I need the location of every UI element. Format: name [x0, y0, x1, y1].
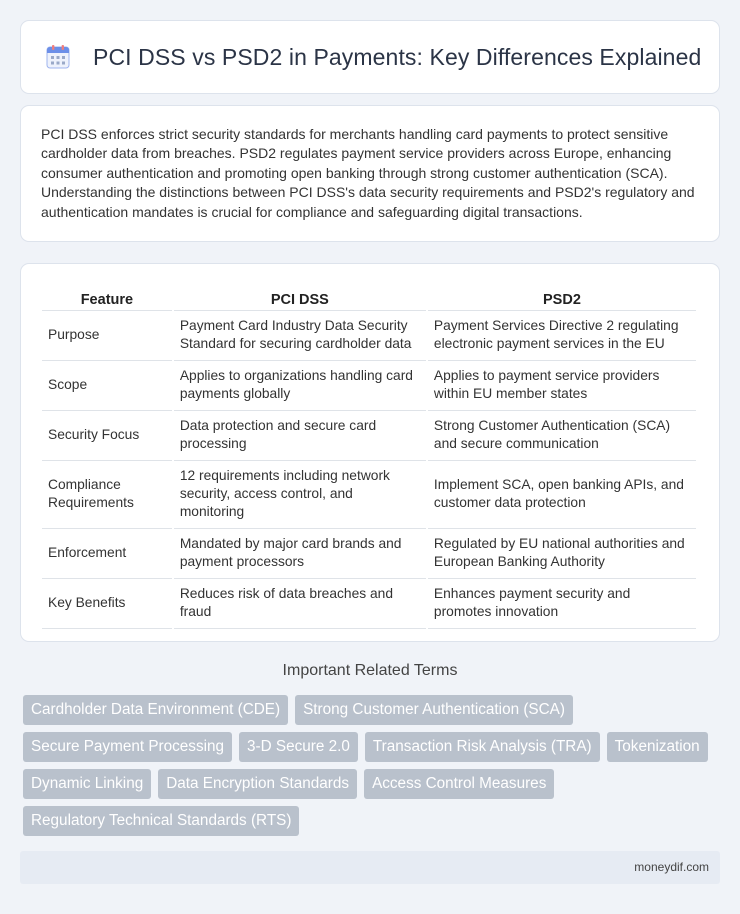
psd2-cell: Implement SCA, open banking APIs, and customer data protection	[428, 461, 696, 529]
title-card	[20, 20, 720, 94]
column-header-pci-dss: PCI DSS	[174, 283, 426, 311]
feature-cell: Scope	[42, 361, 172, 411]
feature-cell: Compliance Requirements	[42, 461, 172, 529]
related-term-tag[interactable]: 3-D Secure 2.0	[239, 732, 358, 762]
comparison-card	[20, 263, 720, 642]
related-term-tag[interactable]: Cardholder Data Environment (CDE)	[23, 695, 288, 725]
column-header-feature: Feature	[42, 283, 172, 311]
related-terms-heading: Important Related Terms	[282, 662, 458, 679]
related-term-tag[interactable]: Secure Payment Processing	[23, 732, 232, 762]
table-row	[42, 529, 696, 579]
psd2-cell: Payment Services Directive 2 regulating electronic payment services in the EU	[428, 311, 696, 361]
related-term-tag[interactable]: Tokenization	[607, 732, 708, 762]
table-row	[42, 361, 696, 411]
related-term-tag[interactable]: Strong Customer Authentication (SCA)	[295, 695, 573, 725]
table-row	[42, 461, 696, 529]
feature-cell: Key Benefits	[42, 579, 172, 629]
intro-paragraph: PCI DSS enforces strict security standards for merchants handling card payments to protect sensitive cardholder data from breaches. PSD2 regulates payment service providers across Europe, enhancing consumer authentication and promoting open banking through strong customer authentication (SCA). Understanding the distinctions between PCI DSS's data security requirements and PSD2's regulatory and authentication mandates is crucial for compliance and safeguarding digital transactions.	[41, 126, 695, 220]
feature-cell: Enforcement	[42, 529, 172, 579]
table-row	[42, 311, 696, 361]
psd2-cell: Strong Customer Authentication (SCA) and secure communication	[428, 411, 696, 461]
pci-dss-cell: Data protection and secure card processing	[174, 411, 426, 461]
column-header-psd2: PSD2	[428, 283, 696, 311]
related-term-tag[interactable]: Regulatory Technical Standards (RTS)	[23, 806, 299, 836]
footer-site-name: moneydif.com	[634, 860, 709, 874]
pci-dss-cell: Payment Card Industry Data Security Standard for securing cardholder data	[174, 311, 426, 361]
page-title: PCI DSS vs PSD2 in Payments: Key Differences Explained	[93, 43, 702, 70]
related-term-tag[interactable]: Dynamic Linking	[23, 769, 151, 799]
pci-dss-cell: Reduces risk of data breaches and fraud	[174, 579, 426, 629]
related-term-tag[interactable]: Transaction Risk Analysis (TRA)	[365, 732, 600, 762]
intro-card	[20, 105, 720, 242]
table-header-row	[42, 283, 696, 311]
related-term-tag[interactable]: Access Control Measures	[364, 769, 554, 799]
feature-cell: Purpose	[42, 311, 172, 361]
feature-cell: Security Focus	[42, 411, 172, 461]
psd2-cell: Enhances payment security and promotes innovation	[428, 579, 696, 629]
psd2-cell: Applies to payment service providers within EU member states	[428, 361, 696, 411]
calendar-icon	[45, 44, 71, 70]
pci-dss-cell: Mandated by major card brands and payment processors	[174, 529, 426, 579]
footer	[20, 851, 720, 884]
table-row	[42, 579, 696, 629]
pci-dss-cell: 12 requirements including network security, access control, and monitoring	[174, 461, 426, 529]
table-row	[42, 411, 696, 461]
pci-dss-cell: Applies to organizations handling card payments globally	[174, 361, 426, 411]
psd2-cell: Regulated by EU national authorities and European Banking Authority	[428, 529, 696, 579]
related-terms-list	[23, 695, 723, 836]
comparison-table	[40, 283, 698, 629]
related-term-tag[interactable]: Data Encryption Standards	[158, 769, 357, 799]
